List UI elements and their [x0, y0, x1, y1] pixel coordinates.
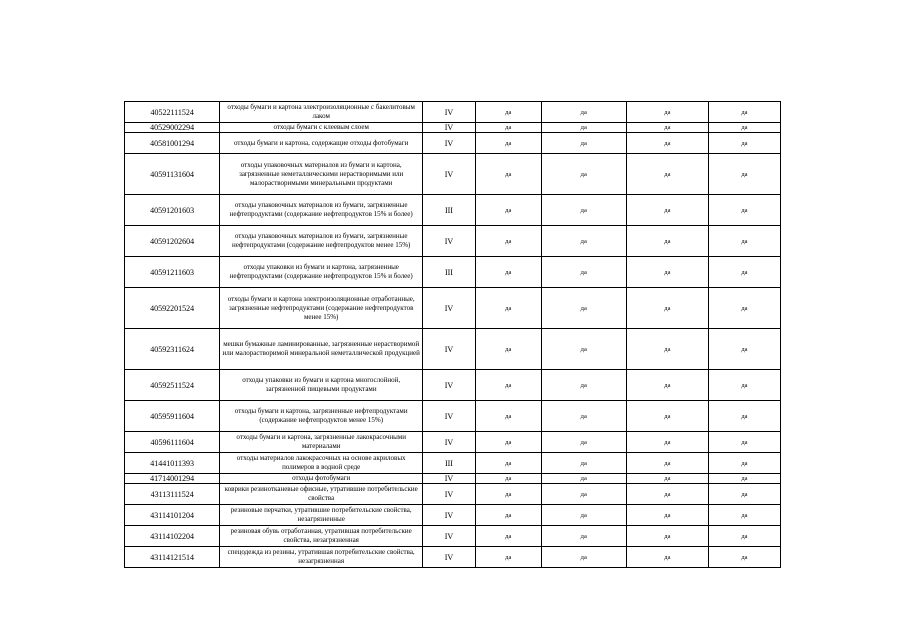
table-row: [125, 288, 781, 329]
flag-cell-4: да: [708, 102, 780, 123]
table-row: [125, 154, 781, 195]
flag-cell-1: да: [475, 329, 541, 370]
waste-code-cell: 40591201603: [125, 195, 220, 226]
flag-cell-2: да: [541, 505, 626, 526]
hazard-class-cell: IV: [423, 484, 476, 505]
flag-cell-1: да: [475, 154, 541, 195]
waste-name-cell: коврики резинотканевые офисные, утратившие потребительские свойства: [220, 484, 423, 505]
flag-cell-3: да: [626, 453, 708, 474]
flag-cell-3: да: [626, 474, 708, 484]
flag-cell-2: да: [541, 133, 626, 154]
waste-code-cell: 43113111524: [125, 484, 220, 505]
hazard-class-cell: III: [423, 257, 476, 288]
waste-name-cell: отходы бумаги и картона, содержащие отходы фотобумаги: [220, 133, 423, 154]
flag-cell-1: да: [475, 484, 541, 505]
waste-code-cell: 40595911604: [125, 401, 220, 432]
waste-name-cell: отходы упаковочных материалов из бумаги, загрязненные нефтепродуктами (содержание нефтепродуктов 15% и более): [220, 195, 423, 226]
waste-code-cell: 40529002294: [125, 123, 220, 133]
flag-cell-4: да: [708, 370, 780, 401]
waste-name-cell: отходы бумаги и картона электроизоляционные отработанные, загрязненные нефтепродуктами (содержание нефтепродуктов менее 15%): [220, 288, 423, 329]
hazard-class-cell: IV: [423, 474, 476, 484]
flag-cell-4: да: [708, 526, 780, 547]
table-row: [125, 505, 781, 526]
waste-code-cell: 41441011393: [125, 453, 220, 474]
flag-cell-2: да: [541, 547, 626, 568]
flag-cell-2: да: [541, 102, 626, 123]
flag-cell-2: да: [541, 526, 626, 547]
flag-cell-3: да: [626, 370, 708, 401]
hazard-class-cell: IV: [423, 288, 476, 329]
hazard-class-cell: IV: [423, 329, 476, 370]
hazard-class-cell: III: [423, 453, 476, 474]
table-row: [125, 401, 781, 432]
flag-cell-2: да: [541, 288, 626, 329]
flag-cell-4: да: [708, 484, 780, 505]
hazard-class-cell: IV: [423, 505, 476, 526]
flag-cell-2: да: [541, 154, 626, 195]
waste-name-cell: отходы фотобумаги: [220, 474, 423, 484]
flag-cell-3: да: [626, 257, 708, 288]
table-row: [125, 370, 781, 401]
flag-cell-2: да: [541, 484, 626, 505]
table-row: [125, 474, 781, 484]
flag-cell-1: да: [475, 453, 541, 474]
waste-code-cell: 40591202604: [125, 226, 220, 257]
flag-cell-1: да: [475, 288, 541, 329]
flag-cell-4: да: [708, 257, 780, 288]
waste-name-cell: мешки бумажные ламинированные, загрязненные нерастворимой или малорастворимой минеральной неметаллической продукцией: [220, 329, 423, 370]
waste-name-cell: резиновая обувь отработанная, утратившая потребительские свойства, незагрязненная: [220, 526, 423, 547]
hazard-class-cell: IV: [423, 370, 476, 401]
flag-cell-3: да: [626, 526, 708, 547]
waste-name-cell: отходы бумаги с клеевым слоем: [220, 123, 423, 133]
table-row: [125, 123, 781, 133]
flag-cell-4: да: [708, 547, 780, 568]
table-row: [125, 432, 781, 453]
waste-name-cell: отходы упаковочных материалов из бумаги, загрязненные нефтепродуктами (содержание нефтепродуктов менее 15%): [220, 226, 423, 257]
waste-name-cell: резиновые перчатки, утратившие потребительские свойства, незагрязненные: [220, 505, 423, 526]
hazard-class-cell: IV: [423, 401, 476, 432]
waste-name-cell: отходы бумаги и картона электроизоляционные с бакелитовым лаком: [220, 102, 423, 123]
flag-cell-2: да: [541, 195, 626, 226]
flag-cell-4: да: [708, 329, 780, 370]
flag-cell-3: да: [626, 133, 708, 154]
waste-name-cell: отходы бумаги и картона, загрязненные лакокрасочными материалами: [220, 432, 423, 453]
flag-cell-2: да: [541, 329, 626, 370]
flag-cell-2: да: [541, 474, 626, 484]
hazard-class-cell: IV: [423, 547, 476, 568]
waste-name-cell: отходы упаковочных материалов из бумаги и картона, загрязненные неметаллическими нерастворимыми или малорастворимыми минеральными продуктами: [220, 154, 423, 195]
flag-cell-4: да: [708, 288, 780, 329]
flag-cell-3: да: [626, 329, 708, 370]
waste-code-cell: 43114102204: [125, 526, 220, 547]
flag-cell-3: да: [626, 401, 708, 432]
flag-cell-3: да: [626, 226, 708, 257]
flag-cell-2: да: [541, 257, 626, 288]
waste-code-cell: 40592201524: [125, 288, 220, 329]
table-row: [125, 526, 781, 547]
flag-cell-1: да: [475, 195, 541, 226]
table-row: [125, 453, 781, 474]
flag-cell-4: да: [708, 123, 780, 133]
flag-cell-4: да: [708, 195, 780, 226]
flag-cell-1: да: [475, 547, 541, 568]
waste-table-body: [125, 102, 781, 568]
flag-cell-1: да: [475, 432, 541, 453]
flag-cell-2: да: [541, 432, 626, 453]
table-row: [125, 484, 781, 505]
flag-cell-4: да: [708, 453, 780, 474]
flag-cell-4: да: [708, 432, 780, 453]
flag-cell-4: да: [708, 401, 780, 432]
flag-cell-4: да: [708, 133, 780, 154]
flag-cell-2: да: [541, 401, 626, 432]
table-row: [125, 226, 781, 257]
waste-code-cell: 40522111524: [125, 102, 220, 123]
flag-cell-4: да: [708, 474, 780, 484]
flag-cell-1: да: [475, 370, 541, 401]
flag-cell-2: да: [541, 226, 626, 257]
flag-cell-1: да: [475, 474, 541, 484]
flag-cell-3: да: [626, 288, 708, 329]
hazard-class-cell: IV: [423, 154, 476, 195]
flag-cell-3: да: [626, 102, 708, 123]
flag-cell-1: да: [475, 102, 541, 123]
waste-code-cell: 40592511524: [125, 370, 220, 401]
waste-code-cell: 43114101204: [125, 505, 220, 526]
waste-name-cell: спецодежда из резины, утратившая потребительские свойства, незагрязненная: [220, 547, 423, 568]
flag-cell-3: да: [626, 195, 708, 226]
hazard-class-cell: IV: [423, 526, 476, 547]
flag-cell-1: да: [475, 505, 541, 526]
flag-cell-3: да: [626, 432, 708, 453]
waste-code-cell: 40591131604: [125, 154, 220, 195]
flag-cell-1: да: [475, 401, 541, 432]
flag-cell-3: да: [626, 505, 708, 526]
hazard-class-cell: IV: [423, 226, 476, 257]
table-row: [125, 547, 781, 568]
waste-code-cell: 40596111604: [125, 432, 220, 453]
flag-cell-2: да: [541, 123, 626, 133]
waste-code-cell: 40591211603: [125, 257, 220, 288]
flag-cell-1: да: [475, 123, 541, 133]
table-row: [125, 102, 781, 123]
waste-name-cell: отходы бумаги и картона, загрязненные нефтепродуктами (содержание нефтепродуктов менее 15%): [220, 401, 423, 432]
flag-cell-4: да: [708, 154, 780, 195]
hazard-class-cell: III: [423, 195, 476, 226]
flag-cell-3: да: [626, 547, 708, 568]
hazard-class-cell: IV: [423, 102, 476, 123]
waste-table: [124, 101, 781, 568]
flag-cell-2: да: [541, 370, 626, 401]
waste-code-cell: 43114121514: [125, 547, 220, 568]
flag-cell-3: да: [626, 123, 708, 133]
table-row: [125, 133, 781, 154]
waste-code-cell: 40581001294: [125, 133, 220, 154]
flag-cell-1: да: [475, 526, 541, 547]
hazard-class-cell: IV: [423, 123, 476, 133]
table-row: [125, 329, 781, 370]
flag-cell-4: да: [708, 505, 780, 526]
hazard-class-cell: IV: [423, 432, 476, 453]
flag-cell-1: да: [475, 226, 541, 257]
flag-cell-1: да: [475, 133, 541, 154]
waste-name-cell: отходы упаковки из бумаги и картона многослойной, загрязненной пищевыми продуктами: [220, 370, 423, 401]
waste-name-cell: отходы материалов лакокрасочных на основе акриловых полимеров в водной среде: [220, 453, 423, 474]
flag-cell-1: да: [475, 257, 541, 288]
table-row: [125, 195, 781, 226]
waste-code-cell: 41714001294: [125, 474, 220, 484]
flag-cell-3: да: [626, 484, 708, 505]
hazard-class-cell: IV: [423, 133, 476, 154]
flag-cell-2: да: [541, 453, 626, 474]
table-row: [125, 257, 781, 288]
flag-cell-4: да: [708, 226, 780, 257]
flag-cell-3: да: [626, 154, 708, 195]
waste-code-cell: 40592311624: [125, 329, 220, 370]
waste-name-cell: отходы упаковки из бумаги и картона, загрязненные нефтепродуктами (содержание нефтепродуктов 15% и более): [220, 257, 423, 288]
